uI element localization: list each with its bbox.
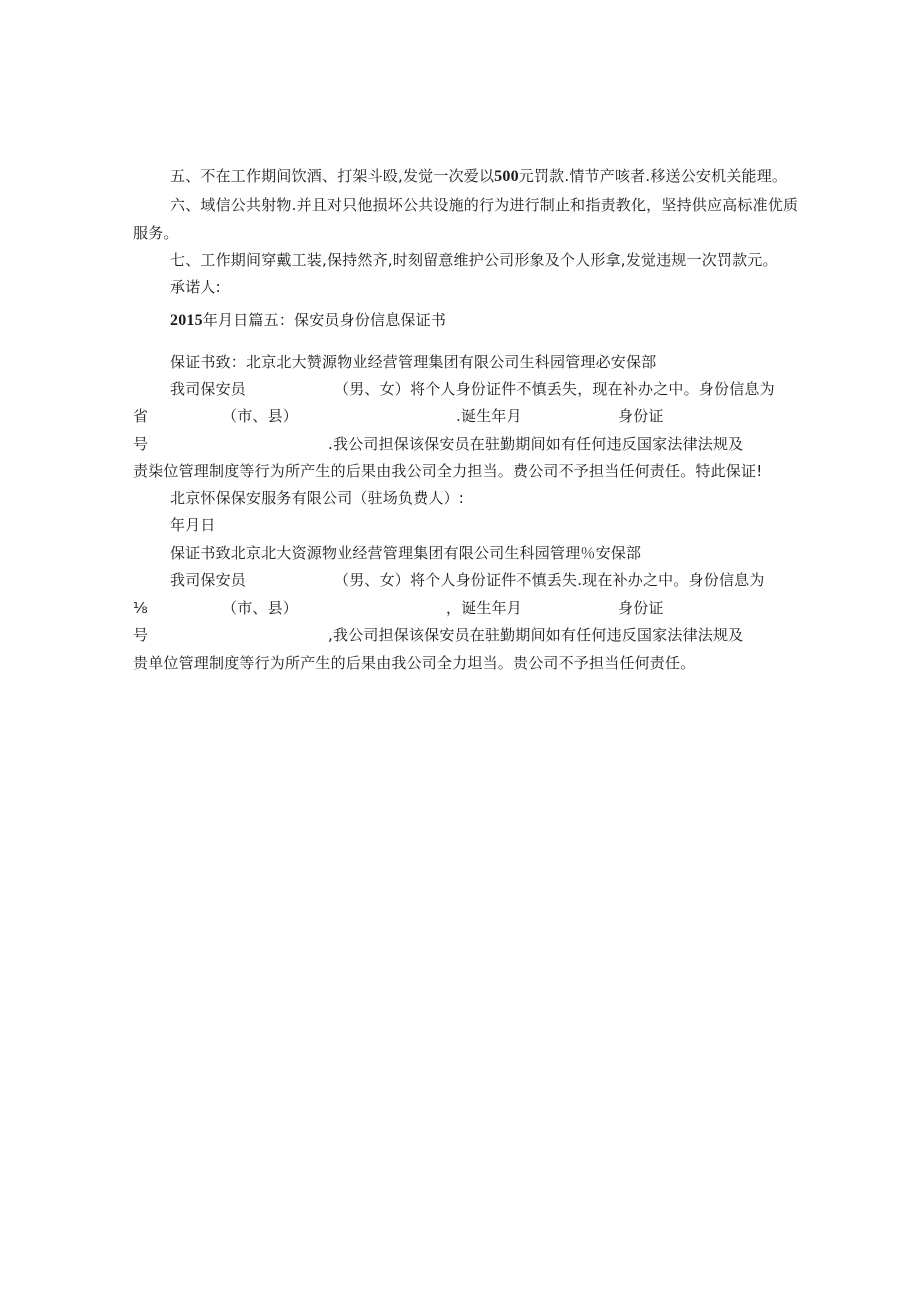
letter-1-city: （市、县） xyxy=(222,407,299,425)
letter-1-province: 省 xyxy=(133,407,149,425)
letter-1-company: 北京怀保保安服务有限公司（驻场负费人）: xyxy=(170,489,465,507)
rule-5-amount: 500 xyxy=(494,168,519,185)
rule-5 xyxy=(170,166,787,187)
letter-2-consequence: 贵单位管理制度等行为所产生的后果由我公司全力坦当。贵公司不予担当任何责任。 xyxy=(133,654,696,672)
rule-5-text-a: 五、不在工作期间饮酒、打架斗殴,发觉一次爱以 xyxy=(170,167,495,185)
rule-6-line-1: 六、域信公共射物.并且对只他损坏公共设施的行为进行制止和指责教化，坚持供应高标准优质 xyxy=(170,196,799,214)
letter-2-guard-label: 我司保安员 xyxy=(170,571,247,589)
letter-2-guarantee: ,我公司担保该保安员在驻勤期间如有任何违反国家法律法规及 xyxy=(328,626,744,644)
letter-2-number-label: 号 xyxy=(133,626,149,644)
letter-2-gender-text: （男、女）将个人身份证件不慎丢失.现在补办之中。身份信息为 xyxy=(334,571,765,589)
letter-1-idcard: 身份证 xyxy=(618,407,664,425)
letter-2-city: （市、县） xyxy=(222,599,299,617)
letter-1-date: 年月日 xyxy=(170,516,216,534)
rule-6-line-2: 服务。 xyxy=(133,224,179,242)
promisor-label: 承诺人: xyxy=(170,278,221,296)
rule-7: 七、工作期间穿戴工装,保持然齐,时刻留意维护公司形象及个人形拿,发觉违规一次罚款元。 xyxy=(170,251,778,269)
rule-5-text-b: 元罚款.情节产咳者.移送公安机关能理。 xyxy=(518,167,788,185)
section-heading xyxy=(170,310,446,331)
letter-2-birth: ，诞生年月 xyxy=(446,599,523,617)
heading-year: 2015 xyxy=(170,312,203,329)
letter-1-recipient: 保证书致：北京北大赞源物业经营管理集团有限公司生科园管理必安保部 xyxy=(170,353,657,371)
letter-1-number-label: 号 xyxy=(133,435,149,453)
letter-2-province: ⅛ xyxy=(133,599,148,617)
letter-1-gender-text: （男、女）将个人身份证件不慎丢失，现在补办之中。身份信息为 xyxy=(334,380,775,398)
heading-text: 年月日篇五：保安员身份信息保证书 xyxy=(202,311,447,329)
letter-1-birth: .诞生年月 xyxy=(456,407,522,425)
letter-1-guard-label: 我司保安员 xyxy=(170,380,247,398)
letter-1-consequence: 责柒位管理制度等行为所产生的后果由我公司全力担当。费公司不予担当任何责任。特此保证! xyxy=(133,462,763,480)
letter-1-guarantee: .我公司担保该保安员在驻勤期间如有任何违反国家法律法规及 xyxy=(328,435,744,453)
letter-2-idcard: 身份证 xyxy=(618,599,664,617)
letter-2-recipient: 保证书致北京北大资源物业经营管理集团有限公司生科园管理％安保部 xyxy=(170,544,642,562)
